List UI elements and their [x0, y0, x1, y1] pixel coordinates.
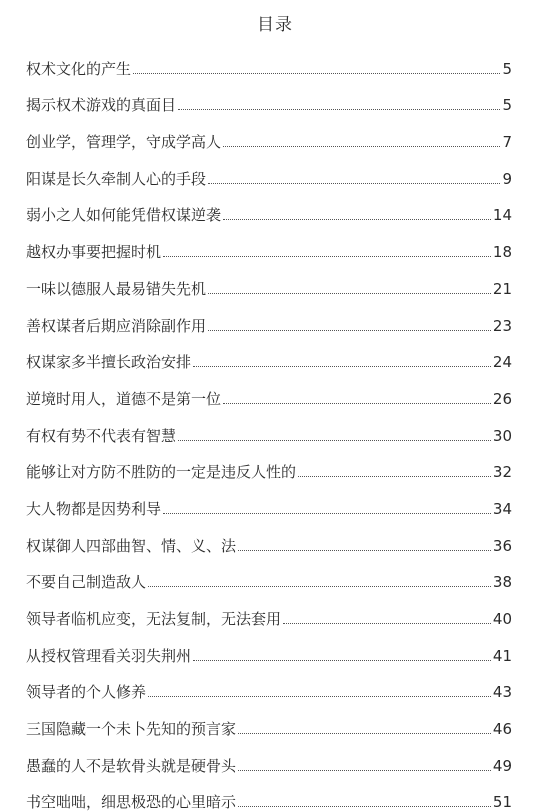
dot-leader [238, 806, 491, 807]
toc-entry-title: 逆境时用人，道德不是第一位 [26, 389, 222, 408]
toc-entry-title: 从授权管理看关羽失荆州 [26, 646, 192, 665]
toc-entry[interactable] [0, 299, 550, 336]
toc-entry-title: 三国隐藏一个未卜先知的预言家 [26, 720, 237, 739]
toc-entry-title: 书空咄咄，细思极恐的心里暗示 [26, 793, 237, 812]
toc-entry[interactable] [0, 336, 550, 373]
dot-leader [238, 733, 491, 734]
toc-entry-title: 权术文化的产生 [26, 59, 132, 78]
toc-entry-page-number: 49 [492, 756, 512, 775]
dot-leader [193, 366, 491, 367]
toc-entry[interactable] [0, 79, 550, 116]
toc-entry-page-number: 5 [502, 96, 512, 115]
toc-entry-page-number: 40 [492, 610, 512, 628]
dot-leader [223, 219, 491, 220]
toc-entry-title: 越权办事要把握时机 [26, 243, 162, 262]
toc-entry-title: 愚蠢的人不是软骨头就是硬骨头 [26, 756, 237, 775]
toc-entry[interactable] [0, 262, 550, 299]
dot-leader [163, 256, 491, 257]
toc-entry-page-number: 34 [492, 499, 512, 518]
toc-entry-page-number: 46 [492, 720, 512, 739]
toc-entry-page-number: 5 [502, 59, 512, 78]
toc-entry[interactable] [0, 115, 550, 152]
dot-leader [238, 770, 491, 771]
toc-entry[interactable] [0, 592, 550, 629]
toc-entry[interactable] [0, 666, 550, 703]
toc-entry[interactable] [0, 629, 550, 666]
dot-leader [208, 183, 500, 184]
toc-entry[interactable] [0, 702, 550, 739]
toc-entry[interactable] [0, 189, 550, 226]
toc-entry-title: 权谋御人四部曲智、情、义、法 [26, 536, 237, 555]
toc-entry[interactable] [0, 152, 550, 189]
toc-entry-page-number: 18 [492, 243, 512, 262]
dot-leader [208, 293, 491, 294]
toc-list [0, 42, 550, 812]
dot-leader [148, 586, 491, 587]
dot-leader [298, 476, 491, 477]
dot-leader [178, 109, 500, 110]
toc-entry-title: 善权谋者后期应消除副作用 [26, 316, 207, 335]
dot-leader [208, 330, 491, 331]
toc-entry-page-number: 36 [492, 536, 512, 555]
toc-entry-page-number: 41 [492, 646, 512, 665]
dot-leader [283, 623, 491, 624]
toc-entry-page-number: 32 [492, 463, 512, 482]
toc-entry-page-number: 38 [492, 573, 512, 592]
dot-leader [223, 146, 500, 147]
dot-leader [238, 550, 491, 551]
toc-entry[interactable] [0, 519, 550, 556]
toc-entry-title: 一味以德服人最易错失先机 [26, 279, 207, 298]
toc-entry[interactable] [0, 42, 550, 79]
toc-entry-page-number: 26 [492, 389, 512, 408]
dot-leader [223, 403, 491, 404]
page-title: 目录 [257, 15, 293, 35]
toc-entry-page-number: 23 [492, 316, 512, 335]
dot-leader [193, 660, 491, 661]
toc-entry[interactable] [0, 446, 550, 483]
dot-leader [163, 513, 491, 514]
toc-entry-page-number: 51 [492, 793, 512, 812]
toc-entry-page-number: 43 [492, 683, 512, 702]
toc-entry-title: 不要自己制造敌人 [26, 573, 147, 592]
toc-entry[interactable] [0, 372, 550, 409]
dot-leader [178, 440, 491, 441]
toc-entry-title: 弱小之人如何能凭借权谋逆袭 [26, 206, 222, 225]
toc-entry-page-number: 14 [492, 206, 512, 225]
toc-entry[interactable] [0, 225, 550, 262]
toc-entry-page-number: 9 [502, 169, 512, 188]
toc-entry-title: 领导者临机应变，无法复制，无法套用 [26, 610, 282, 628]
toc-entry-title: 大人物都是因势利导 [26, 499, 162, 518]
toc-entry-title: 有权有势不代表有智慧 [26, 426, 177, 445]
toc-entry[interactable] [0, 556, 550, 593]
dot-leader [148, 696, 491, 697]
toc-entry-title: 创业学，管理学，守成学高人 [26, 133, 222, 152]
toc-entry-page-number: 24 [492, 353, 512, 372]
toc-entry[interactable] [0, 482, 550, 519]
toc-entry[interactable] [0, 776, 550, 812]
toc-entry-page-number: 7 [502, 133, 512, 152]
toc-entry[interactable] [0, 409, 550, 446]
toc-entry-title: 揭示权术游戏的真面目 [26, 96, 177, 115]
toc-entry-page-number: 30 [492, 426, 512, 445]
toc-entry-page-number: 21 [492, 279, 512, 298]
toc-entry-title: 能够让对方防不胜防的一定是违反人性的 [26, 463, 297, 482]
toc-entry-title: 权谋家多半擅长政治安排 [26, 353, 192, 372]
dot-leader [133, 73, 500, 74]
toc-entry[interactable] [0, 739, 550, 776]
toc-entry-title: 阳谋是长久牵制人心的手段 [26, 169, 207, 188]
toc-entry-title: 领导者的个人修养 [26, 683, 147, 702]
